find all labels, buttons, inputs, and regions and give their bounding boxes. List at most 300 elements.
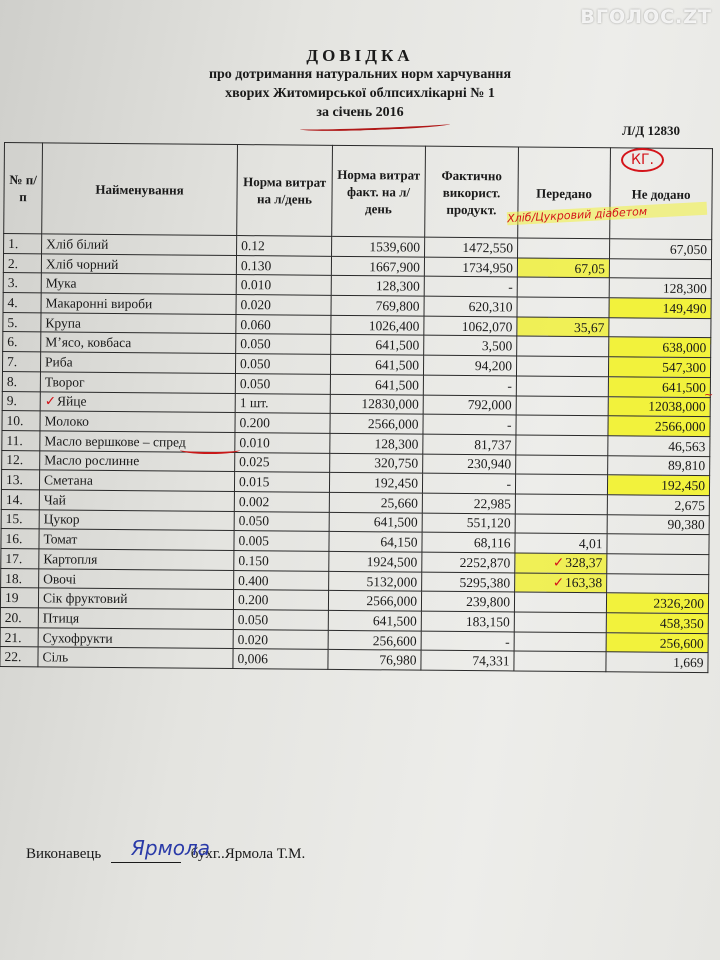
row-name xyxy=(40,411,235,432)
row-name-value: Масло рослинне xyxy=(44,452,140,469)
row-num xyxy=(0,627,38,647)
row-transferred-value: 163,38 xyxy=(564,574,603,591)
row-num xyxy=(3,312,41,332)
row-num xyxy=(1,509,39,529)
row-used-value: - xyxy=(505,633,510,650)
row-used-value: 74,331 xyxy=(472,653,510,669)
row-transferred xyxy=(515,533,607,553)
row-transferred xyxy=(517,336,609,356)
row-used-value: 620,310 xyxy=(468,298,513,315)
row-norm-value: 0.130 xyxy=(240,257,272,273)
row-used-value: 22,985 xyxy=(473,495,511,512)
row-norm-fact-value: 769,800 xyxy=(375,298,420,314)
row-transferred-value: 35,67 xyxy=(573,319,605,335)
row-name xyxy=(41,313,236,334)
col-header-norm-fact: Норма витрат факт. на л/день xyxy=(332,145,426,237)
row-used-value: 5295,380 xyxy=(459,574,511,590)
row-norm-fact xyxy=(331,335,424,355)
row-norm-fact xyxy=(330,453,423,473)
signature-line xyxy=(111,836,210,863)
row-norm-fact-value: 1026,400 xyxy=(368,317,420,334)
col-header-not-added: Не додано xyxy=(610,148,713,240)
row-name xyxy=(38,608,233,629)
row-norm-fact-value: 2566,000 xyxy=(366,593,418,609)
row-transferred xyxy=(514,592,606,612)
row-transferred xyxy=(516,376,608,396)
row-norm xyxy=(233,610,328,631)
row-not-added xyxy=(609,278,711,299)
row-used-value: 239,800 xyxy=(466,594,511,610)
row-name xyxy=(40,391,235,412)
row-norm-fact xyxy=(330,354,423,374)
row-used-value: - xyxy=(506,417,512,433)
row-name xyxy=(40,372,235,393)
row-not-added-value: 67,050 xyxy=(669,241,708,257)
table-header-row xyxy=(4,143,713,240)
check-mark-icon: ✓ xyxy=(552,574,565,591)
row-num-value: 4. xyxy=(7,294,18,311)
row-norm-fact-value: 64,150 xyxy=(380,534,418,550)
row-num-value: 8. xyxy=(6,373,18,389)
row-not-added-value: 638,000 xyxy=(662,340,707,356)
row-not-added xyxy=(606,652,708,673)
row-norm-fact xyxy=(330,433,423,453)
handwritten-signature: Ярмола xyxy=(131,836,210,860)
row-norm-value: 0.025 xyxy=(239,454,270,470)
col-header-num: № п/п xyxy=(4,143,43,234)
row-norm-fact-value: 641,500 xyxy=(375,337,420,353)
row-num xyxy=(2,352,40,372)
row-norm xyxy=(236,275,331,296)
row-transferred xyxy=(517,277,609,297)
row-transferred xyxy=(515,553,607,573)
row-norm xyxy=(235,413,330,434)
row-norm xyxy=(234,531,329,552)
executor-name: бухг..Ярмола Т.М. xyxy=(190,846,306,862)
check-mark-icon: ✓ xyxy=(552,555,565,572)
row-norm-fact xyxy=(331,276,424,296)
row-not-added xyxy=(607,495,709,516)
row-name xyxy=(42,234,237,255)
row-norm-fact-value: 5132,000 xyxy=(366,573,418,590)
col-header-name: Найменування xyxy=(42,143,238,236)
row-transferred xyxy=(515,494,607,514)
row-norm-fact xyxy=(329,551,422,571)
row-norm-fact xyxy=(331,315,424,335)
row-used-value: 3,500 xyxy=(481,338,513,354)
row-not-added xyxy=(610,239,712,260)
row-used xyxy=(421,592,514,612)
row-not-added xyxy=(609,258,711,279)
row-used-value: 1734,950 xyxy=(462,259,513,275)
row-name xyxy=(41,332,236,353)
row-norm-fact xyxy=(328,591,421,611)
row-not-added xyxy=(606,633,708,654)
row-norm-fact-value: 25,660 xyxy=(380,495,418,511)
row-num-value: 16. xyxy=(5,531,23,547)
row-name xyxy=(39,490,234,511)
row-transferred xyxy=(516,356,608,376)
row-used xyxy=(423,454,516,474)
row-norm xyxy=(233,629,328,650)
row-name-value: Яйце xyxy=(56,393,87,409)
row-num-value: 12. xyxy=(6,452,24,468)
row-used xyxy=(422,552,515,572)
row-used-value: 94,200 xyxy=(474,358,513,374)
row-num-value: 3. xyxy=(7,275,18,291)
row-used xyxy=(422,532,515,552)
food-norms-table xyxy=(0,142,713,673)
row-used xyxy=(424,257,517,277)
row-name xyxy=(41,273,236,294)
row-used xyxy=(424,336,517,356)
row-norm-fact-value: 1667,900 xyxy=(369,258,420,275)
row-norm xyxy=(234,472,329,493)
row-not-added-value: 256,600 xyxy=(659,635,704,651)
red-underline-mark xyxy=(300,120,450,132)
row-transferred xyxy=(515,573,607,593)
row-norm-value: 0,006 xyxy=(237,651,268,667)
row-not-added-value: 128,300 xyxy=(662,280,707,297)
row-name-value: Сік фруктовий xyxy=(42,590,128,607)
row-norm-fact xyxy=(330,374,423,394)
row-name-value: Сухофрукти xyxy=(42,629,113,646)
row-norm-fact xyxy=(331,256,424,276)
row-not-added xyxy=(608,436,710,457)
row-transferred xyxy=(517,297,609,317)
row-name xyxy=(38,647,233,668)
row-norm-value: 0.200 xyxy=(239,415,270,431)
row-used-value: 551,120 xyxy=(466,515,511,531)
row-num xyxy=(1,568,39,588)
row-name xyxy=(40,352,235,373)
row-not-added-value: 149,490 xyxy=(662,300,707,317)
row-num xyxy=(1,489,39,509)
row-not-added-value: 1,669 xyxy=(673,655,704,671)
row-used xyxy=(424,296,517,316)
row-norm-fact xyxy=(329,532,422,552)
row-not-added-value: 12038,000 xyxy=(648,398,706,415)
row-not-added-value: 547,300 xyxy=(662,359,707,376)
row-num xyxy=(0,588,38,608)
row-num xyxy=(3,293,41,313)
row-name-value: Масло вершкове – спред xyxy=(44,433,186,450)
row-num-value: 11. xyxy=(6,432,23,448)
row-name xyxy=(39,470,234,491)
row-norm-value: 0.200 xyxy=(237,592,269,608)
row-name-value: Томат xyxy=(43,531,78,547)
row-norm-fact xyxy=(329,473,422,493)
row-num-value: 1. xyxy=(8,235,19,251)
row-transferred xyxy=(517,317,609,337)
row-used xyxy=(423,375,516,395)
handwritten-kg-note: КГ. xyxy=(621,148,664,172)
row-num xyxy=(2,430,40,450)
row-not-added xyxy=(609,298,711,319)
patient-days-code: Л/Д 12830 xyxy=(622,123,680,138)
row-not-added-value: 641,500 xyxy=(661,379,706,395)
row-num xyxy=(2,411,40,431)
row-norm xyxy=(235,432,330,453)
row-used-value: 1062,070 xyxy=(461,318,513,335)
row-name-value: Риба xyxy=(45,354,73,370)
row-norm-fact xyxy=(329,571,422,591)
row-transferred xyxy=(514,651,606,671)
row-transferred xyxy=(514,612,606,632)
row-norm-fact xyxy=(330,394,423,414)
row-used-value: 1472,550 xyxy=(462,239,514,256)
row-num-value: 18. xyxy=(5,570,23,586)
row-not-added xyxy=(607,534,709,555)
row-num-value: 6. xyxy=(7,334,18,350)
row-norm-fact-value: 12830,000 xyxy=(361,396,419,412)
row-not-added-value: 2,675 xyxy=(674,497,705,513)
row-norm xyxy=(234,491,329,512)
row-norm xyxy=(236,334,331,355)
row-name xyxy=(39,529,234,550)
site-watermark: ВГОЛОС.ZT xyxy=(580,6,712,28)
subtitle-line-2: хворих Житомирської облпсихлікарні № 1 xyxy=(225,86,495,101)
row-used-value: 2252,870 xyxy=(459,554,511,571)
row-used xyxy=(422,572,515,592)
row-used-value: 68,116 xyxy=(473,535,511,551)
row-used xyxy=(421,651,514,671)
row-name xyxy=(38,588,233,609)
row-transferred xyxy=(516,415,608,435)
margin-squiggle-mark: ~ xyxy=(704,388,714,401)
col-header-transferred: Передано xyxy=(518,147,611,239)
row-num xyxy=(3,253,41,273)
row-norm-value: 0.020 xyxy=(240,296,272,313)
row-name xyxy=(41,254,236,275)
row-norm-value: 0.015 xyxy=(238,474,270,490)
row-used xyxy=(424,316,517,336)
row-norm-fact-value: 256,600 xyxy=(372,632,417,649)
row-name-value: Чай xyxy=(43,492,66,508)
row-name-value: Хліб чорний xyxy=(45,255,119,272)
row-used xyxy=(423,355,516,375)
subtitle-line-1: про дотримання натуральних норм харчування xyxy=(208,67,512,82)
row-norm-fact-value: 641,500 xyxy=(374,376,419,393)
row-norm-value: 0.060 xyxy=(240,316,271,332)
row-num-value: 2. xyxy=(7,255,19,271)
row-norm xyxy=(235,373,330,394)
row-num xyxy=(0,608,38,628)
row-name-value: Птиця xyxy=(42,610,80,626)
row-not-added xyxy=(608,357,710,378)
row-norm-value: 0.050 xyxy=(239,375,271,391)
row-name-value: Сметана xyxy=(43,472,93,488)
row-num-value: 9. xyxy=(6,393,17,409)
row-not-added xyxy=(608,416,710,437)
row-norm xyxy=(234,551,329,572)
row-num xyxy=(2,371,40,391)
row-used-value: 792,000 xyxy=(467,397,512,413)
row-not-added xyxy=(607,554,709,575)
row-norm-value: 0.12 xyxy=(241,237,265,254)
row-used-value: - xyxy=(508,279,513,295)
row-name-value: Хліб білий xyxy=(46,236,109,252)
row-not-added-value: 458,350 xyxy=(659,615,704,632)
row-name xyxy=(41,293,236,314)
row-norm-fact-value: 192,450 xyxy=(374,475,419,491)
row-norm xyxy=(236,314,331,335)
row-norm-value: 0.010 xyxy=(239,434,270,451)
row-used-value: - xyxy=(507,378,512,394)
row-norm-fact xyxy=(328,650,421,670)
row-norm xyxy=(233,590,328,611)
row-name-value: Творог xyxy=(44,374,85,390)
row-norm-fact xyxy=(329,512,422,532)
row-norm-value: 0.050 xyxy=(238,513,270,529)
row-not-added-value: 192,450 xyxy=(661,477,706,494)
row-norm-value: 0.050 xyxy=(240,356,271,372)
row-used xyxy=(423,395,516,415)
row-name-value: Сіль xyxy=(42,649,69,665)
row-name-value: Цукор xyxy=(43,511,80,528)
row-not-added-value: 2566,000 xyxy=(654,418,706,435)
row-norm-fact xyxy=(328,630,421,650)
row-num-value: 10. xyxy=(6,413,24,429)
row-norm xyxy=(235,354,330,375)
row-norm-fact-value: 1924,500 xyxy=(366,554,418,570)
row-num-value: 19 xyxy=(4,590,19,606)
row-used xyxy=(421,611,514,631)
row-used-value: - xyxy=(506,476,512,492)
row-norm-fact xyxy=(329,492,422,512)
row-norm-value: 0.020 xyxy=(237,631,269,647)
row-name xyxy=(38,628,233,649)
row-name-value: Овочі xyxy=(43,570,77,587)
row-num-value: 13. xyxy=(5,472,23,488)
row-norm xyxy=(235,393,330,414)
row-num-value: 7. xyxy=(7,354,18,370)
row-name-value: Картопля xyxy=(43,551,98,567)
row-norm-value: 0.002 xyxy=(238,493,270,510)
col-header-used: Фактично використ. продукт. xyxy=(425,146,519,238)
row-norm-fact-value: 641,500 xyxy=(373,514,418,531)
row-name xyxy=(39,549,234,570)
red-underline-spred xyxy=(180,446,240,454)
row-norm-fact xyxy=(331,295,424,315)
row-used xyxy=(425,237,518,257)
row-used-value: 81,737 xyxy=(474,436,512,453)
row-not-added xyxy=(608,455,710,476)
row-norm-fact xyxy=(328,610,421,630)
row-num-value: 17. xyxy=(5,550,23,567)
row-norm-fact xyxy=(332,236,425,256)
row-norm-value: 1 шт. xyxy=(239,395,269,411)
row-num xyxy=(2,391,40,411)
signature-block xyxy=(26,836,306,863)
row-used xyxy=(421,631,514,651)
row-transferred xyxy=(517,258,609,278)
row-not-added-value: 90,380 xyxy=(667,517,705,533)
col-header-norm: Норма витрат на л/день xyxy=(237,145,333,237)
document-title: ДОВІДКА xyxy=(306,46,414,65)
row-used-value: 230,940 xyxy=(467,456,512,472)
row-norm-fact xyxy=(330,414,423,434)
row-name-value: М’ясо, ковбаса xyxy=(45,334,132,351)
row-transferred xyxy=(515,474,607,494)
row-used xyxy=(422,513,515,533)
row-num xyxy=(1,529,39,549)
row-not-added xyxy=(607,573,709,594)
row-num xyxy=(0,647,38,667)
row-norm-fact-value: 320,750 xyxy=(374,455,419,472)
row-norm xyxy=(234,570,329,591)
row-name xyxy=(39,569,234,590)
row-num xyxy=(3,332,41,352)
handwritten-scribble-note: Хліб/Цукровий діабетом xyxy=(507,202,707,225)
row-transferred-value: 4,01 xyxy=(578,536,603,552)
row-name-value: Мука xyxy=(45,275,77,291)
row-norm-value: 0.050 xyxy=(237,611,269,628)
row-used xyxy=(423,414,516,434)
row-num xyxy=(1,470,39,490)
row-not-added xyxy=(608,377,710,398)
row-name-value: Крупа xyxy=(45,314,82,331)
row-transferred xyxy=(516,435,608,455)
row-norm-value: 0.005 xyxy=(238,533,269,549)
row-norm-value: 0.010 xyxy=(240,277,272,293)
row-norm-fact-value: 641,500 xyxy=(372,613,417,629)
row-name-value: Молоко xyxy=(44,413,89,429)
row-transferred xyxy=(515,514,607,534)
row-transferred xyxy=(518,238,610,258)
row-norm xyxy=(234,511,329,532)
row-norm-fact-value: 2566,000 xyxy=(367,416,419,432)
row-norm xyxy=(233,649,328,670)
row-num xyxy=(2,450,40,470)
check-mark-icon: ✓ xyxy=(44,393,57,410)
row-num-value: 15. xyxy=(5,511,23,527)
row-used xyxy=(423,434,516,454)
row-not-added xyxy=(606,613,708,634)
row-norm-fact-value: 1539,600 xyxy=(369,239,421,255)
row-not-added xyxy=(609,318,711,339)
row-not-added xyxy=(607,514,709,535)
executor-label: Виконавець xyxy=(26,846,102,862)
row-num-value: 5. xyxy=(7,314,18,330)
row-not-added xyxy=(606,593,708,614)
row-used xyxy=(422,493,515,513)
row-norm-value: 0.050 xyxy=(240,336,271,352)
row-norm xyxy=(236,295,331,316)
row-not-added xyxy=(607,475,709,496)
row-name-value: Макаронні вироби xyxy=(45,295,153,312)
row-num xyxy=(3,273,41,293)
row-transferred xyxy=(516,455,608,475)
row-norm-fact-value: 128,300 xyxy=(374,435,419,452)
row-num xyxy=(4,234,42,254)
row-transferred xyxy=(514,632,606,652)
row-used xyxy=(424,277,517,297)
row-norm-fact-value: 128,300 xyxy=(375,278,420,294)
row-not-added-value: 46,563 xyxy=(668,438,706,454)
row-norm xyxy=(236,255,331,276)
row-norm-value: 0.400 xyxy=(238,572,269,588)
row-transferred-value: 67,05 xyxy=(574,260,605,276)
row-num-value: 22. xyxy=(4,649,22,665)
row-name xyxy=(39,509,234,530)
row-used xyxy=(422,473,515,493)
row-norm-fact-value: 641,500 xyxy=(375,357,420,373)
row-not-added-value: 89,810 xyxy=(668,458,706,474)
row-not-added xyxy=(609,337,711,358)
row-num xyxy=(1,548,39,568)
row-num-value: 21. xyxy=(4,629,22,645)
